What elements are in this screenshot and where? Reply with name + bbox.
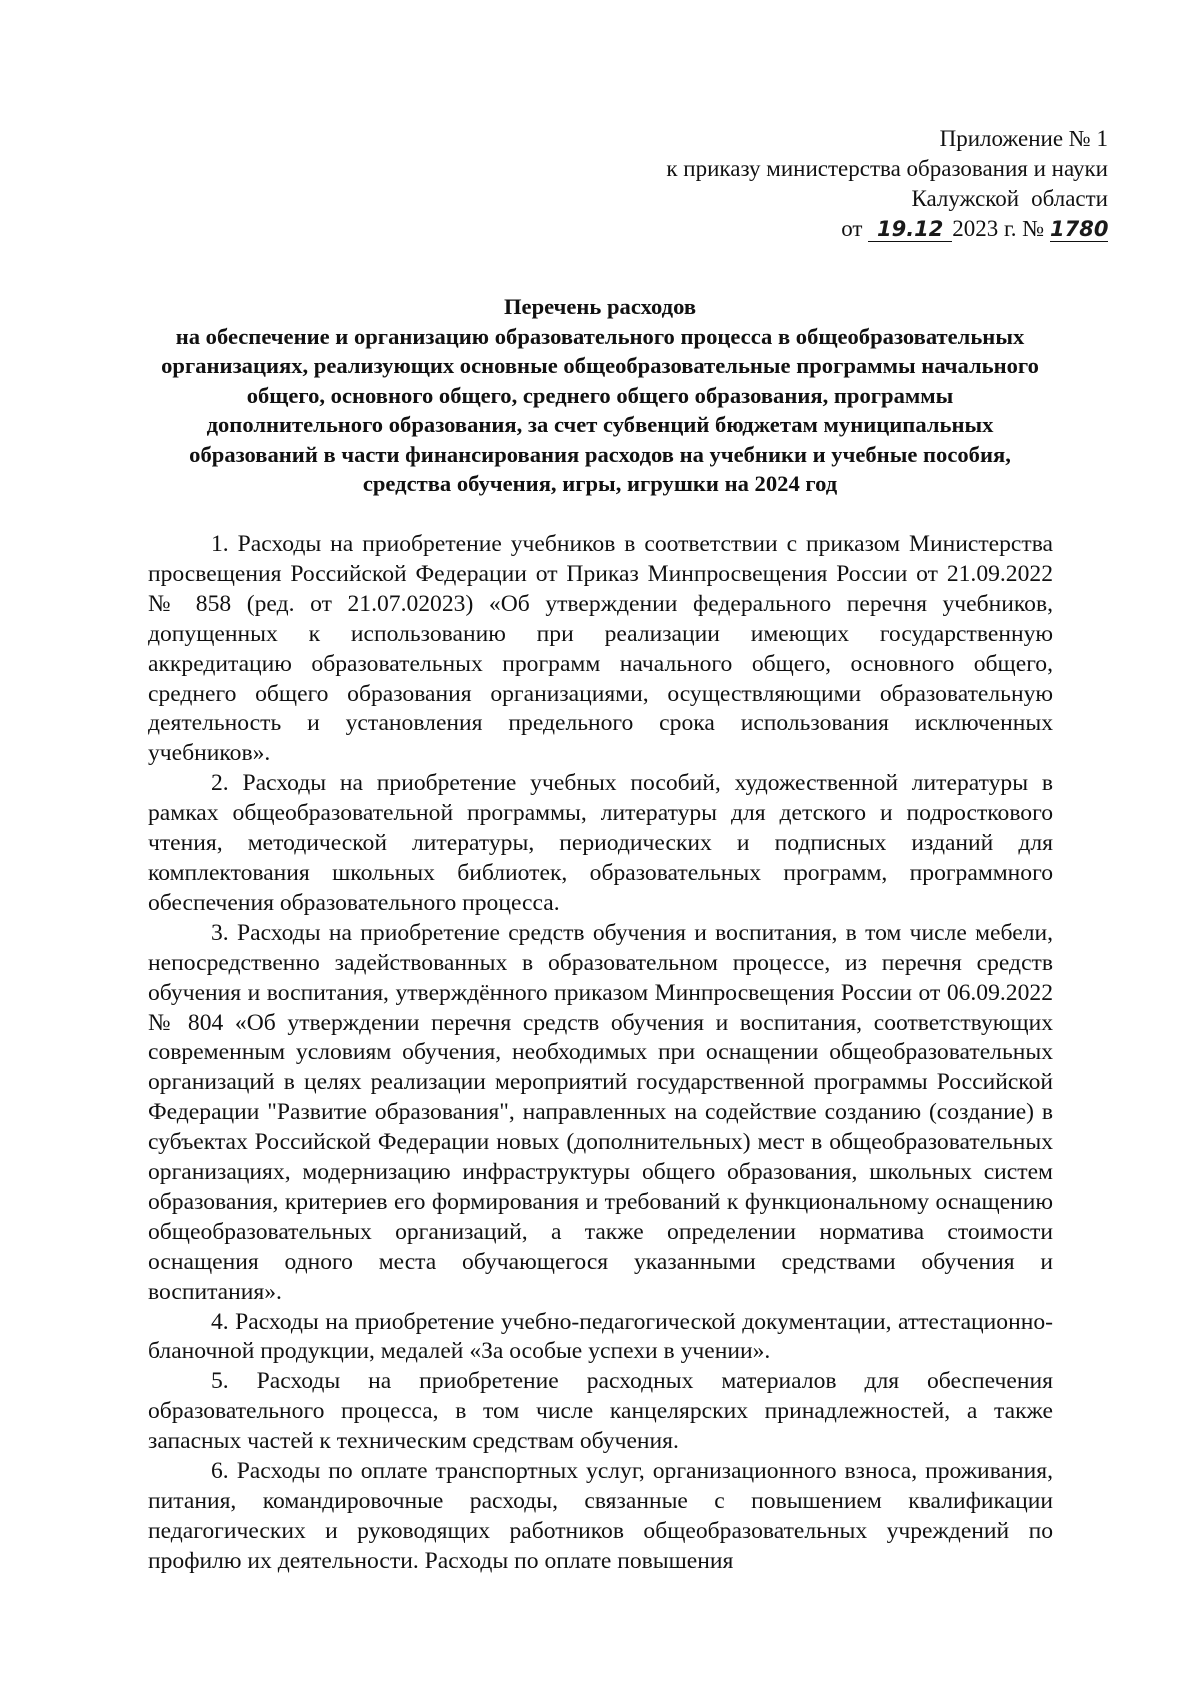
order-reference: к приказу министерства образования и науки bbox=[666, 156, 1108, 181]
paragraph-4: 4. Расходы на приобретение учебно-педагогической документации, аттестационно-бланочной продукции, медалей «За особые успехи в учении». bbox=[148, 1308, 1053, 1365]
title-line: организациях, реализующих основные общеобразовательные программы начального bbox=[161, 353, 1039, 378]
date-year: 2023 г. № bbox=[952, 216, 1045, 241]
title-line: на обеспечение и организацию образовательного процесса в общеобразовательных bbox=[175, 323, 1025, 349]
paragraph-6: 6. Расходы по оплате транспортных услуг, организационного взноса, проживания, питания, командировочные расходы, связанные с повышением квалификации педагогических и руководящих работников общеобразовательных учреждений по профилю их деятельности. Расходы по оплате повышения bbox=[148, 1458, 1053, 1574]
handwritten-order-number: 1780 bbox=[1050, 217, 1109, 241]
title-line: образований в части финансирования расходов на учебники и учебные пособия, bbox=[189, 441, 1011, 467]
paragraph-2: 2. Расходы на приобретение учебных пособий, художественной литературы в рамках общеобразовательной программы, литературы для детского и подросткового чтения, методической литературы, периодических и подписных изданий для комплектования школьных библиотек, образовательных программ, программного обеспечения образовательного процесса. bbox=[148, 770, 1053, 916]
handwritten-date: 19.12 bbox=[868, 217, 952, 242]
region-word-1: Калужской bbox=[911, 186, 1020, 211]
date-prefix: от bbox=[841, 216, 863, 241]
title-line: Перечень расходов bbox=[503, 294, 697, 319]
appendix-label: Приложение № 1 bbox=[939, 126, 1108, 151]
paragraph-5: 5. Расходы на приобретение расходных материалов для обеспечения образовательного процесса, в том числе канцелярских принадлежностей, а также запасных частей к техническим средствам обучения. bbox=[148, 1368, 1053, 1455]
title-line: дополнительного образования, за счет субвенций бюджетам муниципальных bbox=[206, 412, 994, 437]
order-date-line bbox=[508, 214, 1108, 244]
title-line: средства обучения, игры, игрушки на 2024 год bbox=[362, 471, 838, 496]
appendix-header bbox=[508, 124, 1108, 244]
title-line: общего, основного общего, среднего общего образования, программы bbox=[246, 382, 954, 408]
document-title bbox=[130, 292, 1070, 499]
document-body bbox=[148, 530, 1053, 1577]
paragraph-1: 1. Расходы на приобретение учебников в соответствии с приказом Министерства просвещения Российской Федерации от Приказ Минпросвещения России от 21.09.2022 № 858 (ред. от 21.07.02023) «Об утверждении федерального перечня учебников, допущенных к использованию при реализации имеющих государственную аккредитацию образовательных программ начального общего, основного общего, среднего общего образования организациями, осуществляющими образовательную деятельность и установления предельного срока использования исключенных учебников». bbox=[148, 531, 1053, 767]
paragraph-3: 3. Расходы на приобретение средств обучения и воспитания, в том числе мебели, непосредственно задействованных в образовательном процессе, из перечня средств обучения и воспитания, утверждённого приказом Минпросвещения России от 06.09.2022 № 804 «Об утверждении перечня средств обучения и воспитания, соответствующих современным условиям обучения, необходимых при оснащении общеобразовательных организаций в целях реализации мероприятий государственной программы Российской Федерации "Развитие образования", направленных на содействие созданию (создание) в субъектах Российской Федерации новых (дополнительных) мест в общеобразовательных организациях, модернизацию инфраструктуры общего образования, школьных систем образования, критериев его формирования и требований к функциональному оснащению общеобразовательных организаций, а также определении норматива стоимости оснащения одного места обучающегося указанными средствами обучения и воспитания». bbox=[148, 919, 1053, 1305]
region-word-2: области bbox=[1031, 186, 1108, 211]
region-line bbox=[508, 184, 1108, 214]
